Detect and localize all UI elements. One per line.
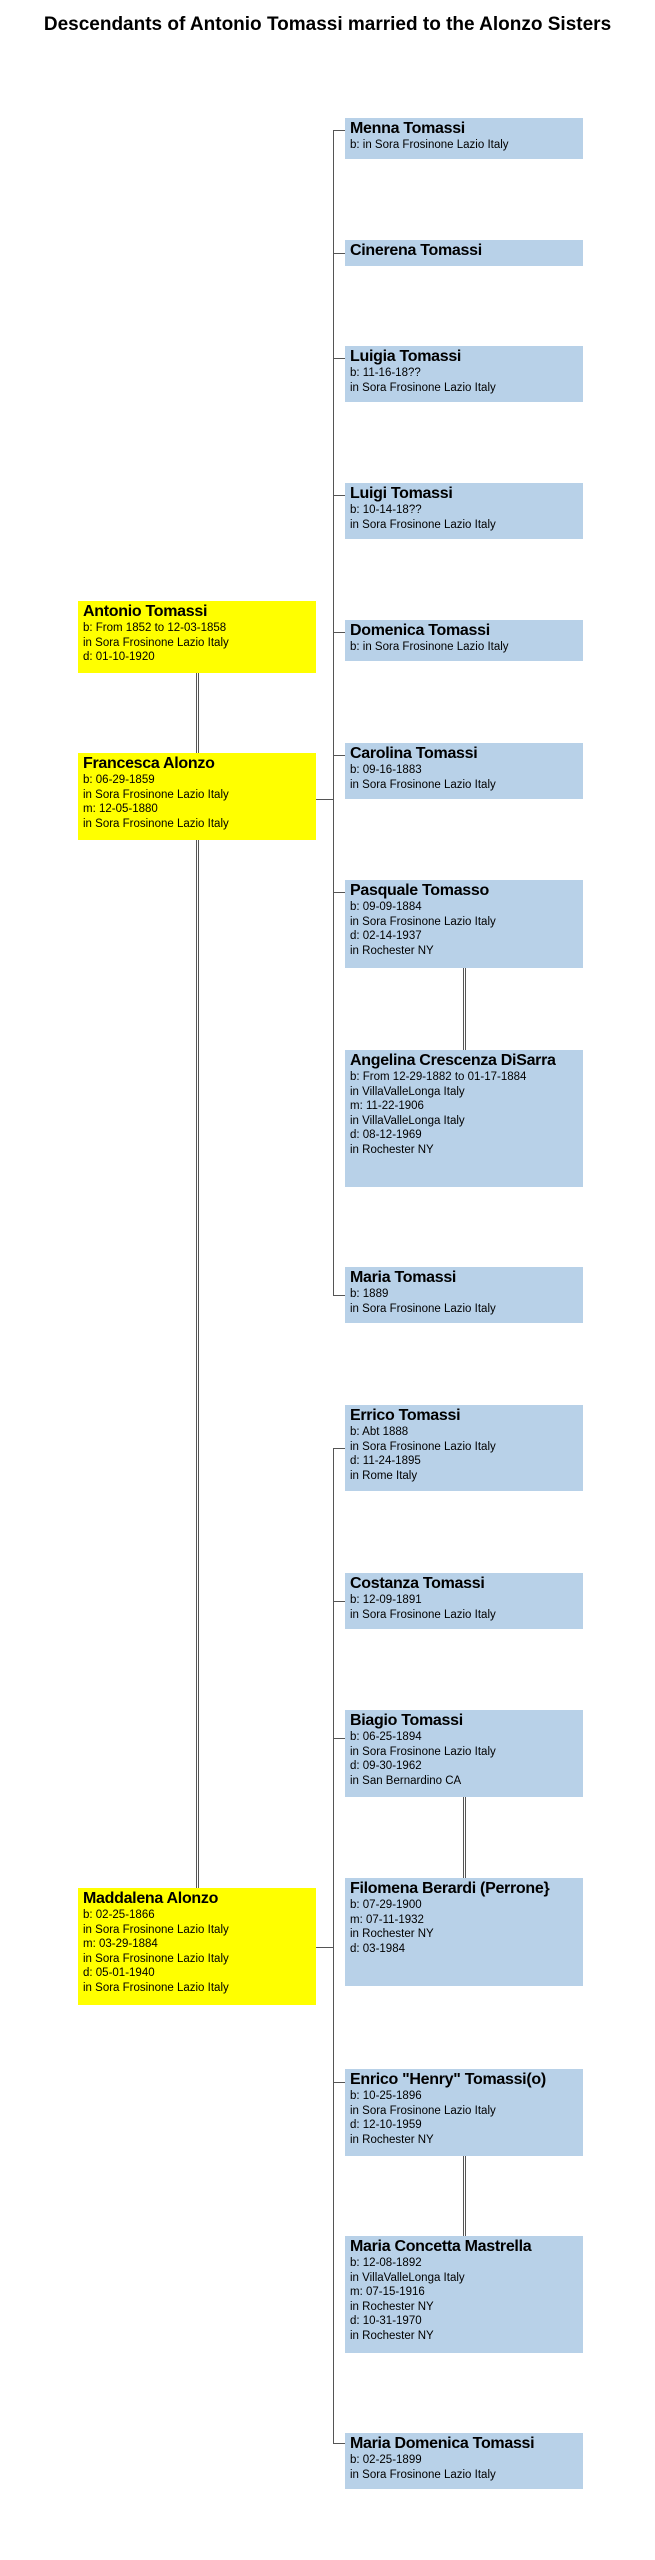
person-detail-line: in Sora Frosinone Lazio Italy xyxy=(83,636,229,649)
child-tick-domenica xyxy=(333,632,345,633)
person-detail-line: in San Bernardino CA xyxy=(350,1774,462,1787)
child-tick-enrico xyxy=(333,2082,345,2083)
spouse-connector-biagio-filomena xyxy=(463,1797,466,1878)
person-detail-line: b: in Sora Frosinone Lazio Italy xyxy=(350,641,509,653)
person-box-maria-tomassi xyxy=(345,1267,583,1323)
children-stub-maddalena xyxy=(316,1947,334,1948)
person-detail-line: in Sora Frosinone Lazio Italy xyxy=(350,915,496,928)
person-box-menna-tomassi xyxy=(345,118,583,159)
person-detail-line: b: 02-25-1899 xyxy=(350,2454,422,2466)
person-detail-line: in Sora Frosinone Lazio Italy xyxy=(83,817,229,830)
person-name: Maria Concetta Mastrella xyxy=(350,2238,532,2255)
person-name: Francesca Alonzo xyxy=(83,755,215,772)
person-detail-line: in Sora Frosinone Lazio Italy xyxy=(350,778,496,791)
child-tick-errico xyxy=(333,1448,345,1449)
child-tick-luigi xyxy=(333,495,345,496)
person-name: Carolina Tomassi xyxy=(350,745,478,762)
person-detail-line: in Rochester NY xyxy=(350,2133,434,2146)
chart-title: Descendants of Antonio Tomassi married to the Alonzo Sisters xyxy=(43,14,612,35)
person-box-filomena-berardi xyxy=(345,1878,583,1986)
person-detail-line: d: 12-10-1959 xyxy=(350,2119,422,2131)
person-detail-line: d: 08-12-1969 xyxy=(350,1129,422,1141)
person-detail-line: b: 12-09-1891 xyxy=(350,1594,422,1606)
person-box-antonio-tomassi xyxy=(78,601,316,673)
person-detail-line: b: 02-25-1866 xyxy=(83,1909,155,1921)
person-box-maddalena-alonzo xyxy=(78,1888,316,2005)
person-name: Maria Tomassi xyxy=(350,1269,457,1286)
person-box-francesca-alonzo xyxy=(78,753,316,840)
person-detail-line: b: 12-08-1892 xyxy=(350,2257,422,2269)
person-detail-line: in Rome Italy xyxy=(350,1469,418,1482)
person-detail-line: b: 10-25-1896 xyxy=(350,2090,422,2102)
person-detail-line: in Sora Frosinone Lazio Italy xyxy=(83,1981,229,1994)
spouse-connector-antonio-francesca xyxy=(196,673,199,753)
child-tick-costanza xyxy=(333,1601,345,1602)
spouse-connector-francesca-maddalena xyxy=(196,840,199,1888)
person-box-cinerena-tomassi xyxy=(345,240,583,266)
person-detail-line: d: 02-14-1937 xyxy=(350,930,422,942)
person-box-maria-domenica-tomassi xyxy=(345,2433,583,2489)
person-name: Maddalena Alonzo xyxy=(83,1890,219,1907)
person-detail-line: b: 1889 xyxy=(350,1288,389,1300)
person-detail-line: in Sora Frosinone Lazio Italy xyxy=(350,1745,496,1758)
person-box-carolina-tomassi xyxy=(345,743,583,799)
person-detail-line: in Rochester NY xyxy=(350,1928,434,1940)
person-detail-line: d: 10-31-1970 xyxy=(350,2315,422,2327)
person-detail-line: in Sora Frosinone Lazio Italy xyxy=(350,1440,496,1453)
person-detail-line: in Sora Frosinone Lazio Italy xyxy=(350,518,496,531)
person-box-luigia-tomassi xyxy=(345,346,583,402)
person-box-angelina-disarra xyxy=(345,1050,583,1187)
child-tick-maria xyxy=(333,1295,345,1296)
person-name: Maria Domenica Tomassi xyxy=(350,2435,535,2452)
person-box-luigi-tomassi xyxy=(345,483,583,539)
person-box-costanza-tomassi xyxy=(345,1573,583,1629)
person-detail-line: in Sora Frosinone Lazio Italy xyxy=(350,2104,496,2117)
person-box-enrico-tomassi xyxy=(345,2069,583,2156)
person-box-pasquale-tomasso xyxy=(345,880,583,968)
person-detail-line: b: 10-14-18?? xyxy=(350,504,422,516)
children-bracket-francesca xyxy=(333,130,334,1295)
person-detail-line: d: 05-01-1940 xyxy=(83,1967,155,1979)
person-detail-line: m: 03-29-1884 xyxy=(83,1938,158,1950)
person-detail-line: in Rochester NY xyxy=(350,1143,434,1156)
person-detail-line: in Sora Frosinone Lazio Italy xyxy=(350,381,496,394)
person-name: Biagio Tomassi xyxy=(350,1712,463,1729)
spouse-connector-pasquale-angelina xyxy=(463,968,466,1050)
person-detail-line: d: 01-10-1920 xyxy=(83,651,155,663)
person-detail-line: b: 06-29-1859 xyxy=(83,774,155,786)
spouse-connector-enrico-mariaconcetta xyxy=(463,2156,466,2236)
person-detail-line: in Sora Frosinone Lazio Italy xyxy=(350,1608,496,1621)
children-bracket-maddalena xyxy=(333,1448,334,2443)
person-detail-line: in Rochester NY xyxy=(350,2329,434,2342)
person-name: Antonio Tomassi xyxy=(83,603,208,620)
child-tick-cinerena xyxy=(333,253,345,254)
person-detail-line: b: 11-16-18?? xyxy=(350,367,421,379)
person-detail-line: in VillaValleLonga Italy xyxy=(350,1114,465,1127)
child-tick-pasquale xyxy=(333,892,345,893)
person-detail-line: in VillaValleLonga Italy xyxy=(350,1085,465,1098)
person-name: Errico Tomassi xyxy=(350,1407,461,1424)
person-detail-line: in Sora Frosinone Lazio Italy xyxy=(350,2468,496,2481)
person-name: Angelina Crescenza DiSarra xyxy=(350,1052,556,1069)
child-tick-menna xyxy=(333,130,345,131)
person-detail-line: in Rochester NY xyxy=(350,2300,434,2313)
person-detail-line: in Sora Frosinone Lazio Italy xyxy=(83,1923,229,1936)
person-detail-line: in Sora Frosinone Lazio Italy xyxy=(350,1302,496,1315)
person-box-domenica-tomassi xyxy=(345,620,583,661)
person-detail-line: in Sora Frosinone Lazio Italy xyxy=(83,1952,229,1965)
person-detail-line: b: 07-29-1900 xyxy=(350,1899,422,1911)
person-detail-line: m: 07-15-1916 xyxy=(350,2286,425,2298)
child-tick-mariadomenica xyxy=(333,2443,345,2444)
person-name: Luigi Tomassi xyxy=(350,485,453,502)
person-detail-line: in Sora Frosinone Lazio Italy xyxy=(83,788,229,801)
child-tick-carolina xyxy=(333,755,345,756)
person-detail-line: d: 11-24-1895 xyxy=(350,1455,421,1467)
person-name: Domenica Tomassi xyxy=(350,622,490,639)
person-detail-line: in Rochester NY xyxy=(350,944,434,957)
person-name: Filomena Berardi (Perrone} xyxy=(350,1880,550,1897)
person-name: Enrico "Henry" Tomassi(o) xyxy=(350,2071,546,2088)
child-tick-luigia xyxy=(333,358,345,359)
person-detail-line: m: 12-05-1880 xyxy=(83,803,158,815)
person-detail-line: b: 06-25-1894 xyxy=(350,1731,422,1743)
person-detail-line: b: From 1852 to 12-03-1858 xyxy=(83,622,227,634)
person-name: Cinerena Tomassi xyxy=(350,242,482,259)
child-tick-biagio xyxy=(333,1738,345,1739)
person-detail-line: m: 11-22-1906 xyxy=(350,1100,424,1112)
person-name: Luigia Tomassi xyxy=(350,348,462,365)
person-detail-line: d: 09-30-1962 xyxy=(350,1760,422,1772)
person-detail-line: b: Abt 1888 xyxy=(350,1426,409,1438)
person-detail-line: in VillaValleLonga Italy xyxy=(350,2271,465,2284)
person-box-maria-concetta-mastrella xyxy=(345,2236,583,2353)
person-name: Costanza Tomassi xyxy=(350,1575,485,1592)
person-name: Pasquale Tomasso xyxy=(350,882,489,899)
person-name: Menna Tomassi xyxy=(350,120,465,137)
person-box-errico-tomassi xyxy=(345,1405,583,1491)
children-stub-francesca xyxy=(316,799,334,800)
person-detail-line: b: in Sora Frosinone Lazio Italy xyxy=(350,139,509,151)
person-detail-line: b: 09-16-1883 xyxy=(350,764,422,776)
person-detail-line: b: From 12-29-1882 to 01-17-1884 xyxy=(350,1071,527,1083)
person-detail-line: b: 09-09-1884 xyxy=(350,901,422,913)
person-box-biagio-tomassi xyxy=(345,1710,583,1797)
person-detail-line: m: 07-11-1932 xyxy=(350,1913,424,1926)
person-detail-line: d: 03-1984 xyxy=(350,1942,405,1955)
